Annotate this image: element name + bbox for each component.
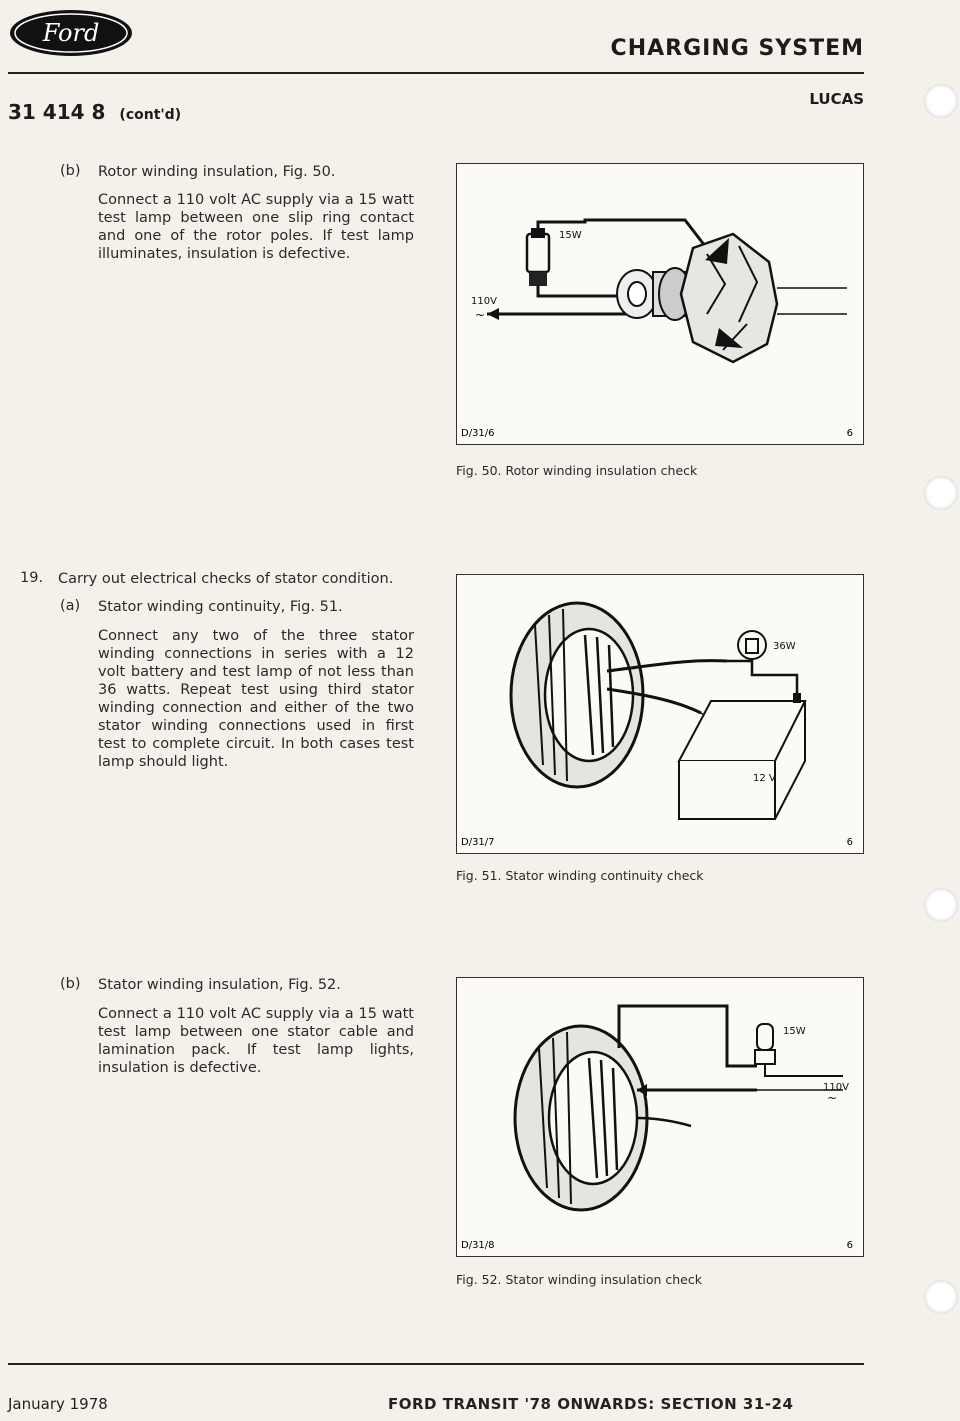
figure-code: D/31/6 (461, 428, 495, 439)
supply-label: 110V (471, 296, 497, 307)
punch-hole (924, 888, 958, 922)
lamp-label: 36W (773, 641, 796, 652)
punch-hole (924, 476, 958, 510)
step-a-label: (a) (60, 598, 81, 614)
test-lamp-icon (738, 631, 766, 659)
figure-mark: 6 (846, 1240, 853, 1251)
stator-insulation-diagram (457, 978, 863, 1256)
figure-code: D/31/8 (461, 1240, 495, 1251)
stator-icon (511, 603, 643, 787)
step-b2-label: (b) (60, 976, 81, 992)
figure-51-caption: Fig. 51. Stator winding continuity check (456, 868, 704, 883)
figure-50 (456, 163, 864, 445)
page-title: CHARGING SYSTEM (610, 36, 864, 61)
figure-mark: 6 (846, 428, 853, 439)
punch-hole (924, 84, 958, 118)
rotor-icon (617, 234, 847, 362)
figure-code: D/31/7 (461, 837, 495, 848)
step-19-number: 19. (20, 570, 44, 586)
step-a-heading: Stator winding continuity, Fig. 51. (98, 599, 343, 615)
step-b1-body: Connect a 110 volt AC supply via a 15 watt test lamp between one slip ring contact and one of the rotor poles. If test lamp illuminates, insulation is defective. (98, 192, 414, 262)
footer-divider (8, 1363, 864, 1365)
stator-continuity-diagram (457, 575, 863, 853)
supply-label: 110V (823, 1082, 849, 1093)
section-number: 31 414 8 (8, 100, 106, 124)
footer-date: January 1978 (8, 1395, 108, 1413)
ac-symbol: ~ (827, 1091, 838, 1105)
lamp-label: 15W (783, 1026, 806, 1037)
figure-50-caption: Fig. 50. Rotor winding insulation check (456, 463, 698, 478)
step-b1-label: (b) (60, 163, 81, 179)
battery-label: 12 V (753, 773, 776, 784)
ac-symbol: ~ (475, 308, 486, 322)
step-b1-heading: Rotor winding insulation, Fig. 50. (98, 164, 336, 180)
figure-52 (456, 977, 864, 1257)
lamp-label: 15W (559, 230, 582, 241)
test-lamp-icon (527, 228, 549, 286)
step-b2-body: Connect a 110 volt AC supply via a 15 watt test lamp between one stator cable and lamination pack. If test lamp lights, insulation is defective. (98, 1006, 414, 1076)
rotor-insulation-diagram (457, 164, 863, 444)
section-contd: (cont'd) (119, 107, 182, 123)
figure-51 (456, 574, 864, 854)
footer-title: FORD TRANSIT '78 ONWARDS: SECTION 31-24 (388, 1395, 794, 1413)
brand-label: LUCAS (809, 90, 864, 108)
figure-52-caption: Fig. 52. Stator winding insulation check (456, 1272, 702, 1287)
stator-icon (515, 1026, 647, 1210)
step-a-body: Connect any two of the three stator winding connections in series with a 12 volt battery and test lamp of not less than 36 watts. Repeat test using third stator winding connection and either of the two stator winding connections used in first test to complete circuit. In both cases test lamp should light. (98, 628, 414, 770)
logo-text: Ford (42, 19, 100, 47)
step-b2-heading: Stator winding insulation, Fig. 52. (98, 977, 341, 993)
figure-mark: 6 (846, 837, 853, 848)
test-lamp-icon (755, 1024, 775, 1064)
header-divider (8, 72, 864, 74)
step-19-heading: Carry out electrical checks of stator condition. (58, 571, 394, 587)
punch-hole (924, 1280, 958, 1314)
section-code (8, 100, 181, 124)
ford-logo (8, 8, 134, 58)
